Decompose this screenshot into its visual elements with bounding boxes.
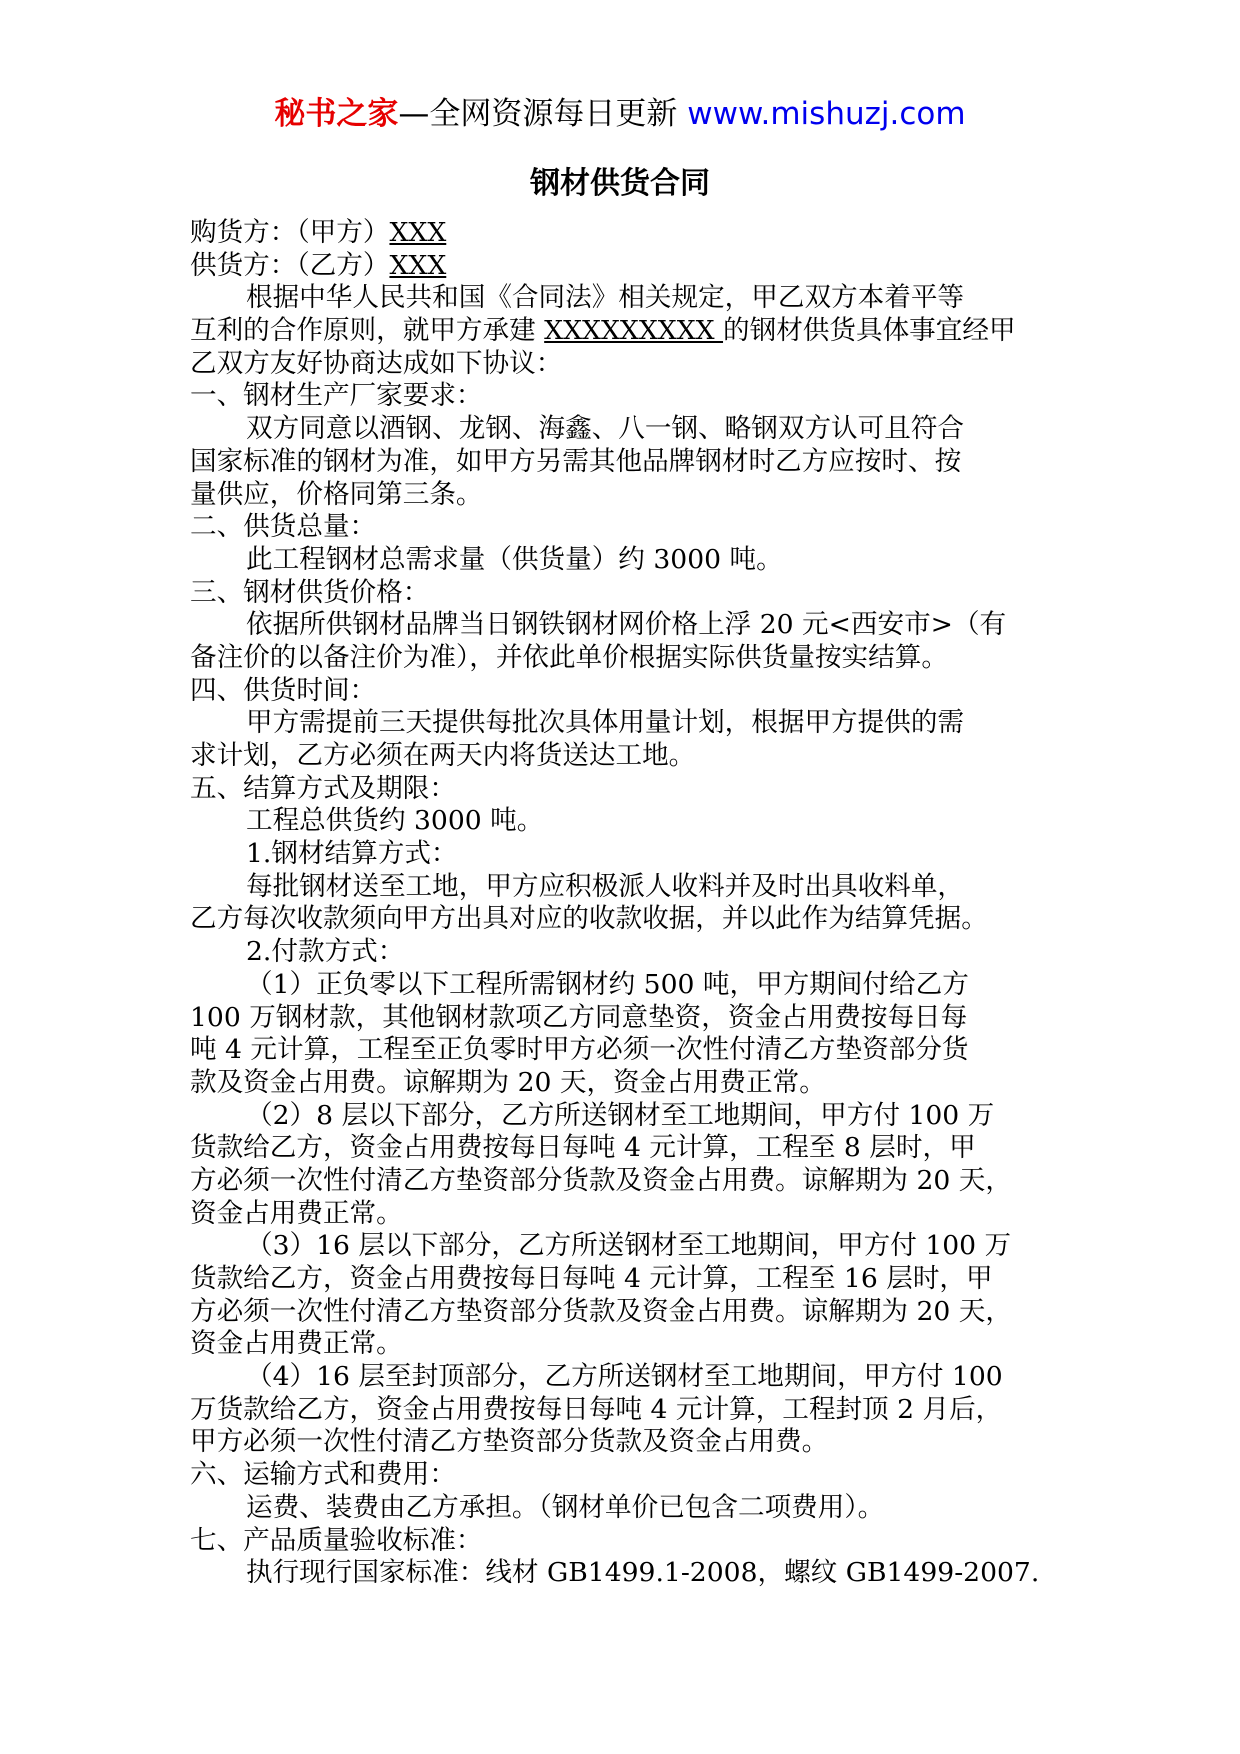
line-text: 国家标准的钢材为准，如甲方另需其他品牌钢材时乙方应按时、按	[190, 445, 962, 477]
contract-line	[190, 805, 1070, 838]
contract-line	[190, 707, 1070, 740]
contract-line	[190, 740, 1070, 773]
line-text: 货款给乙方，资金占用费按每日每吨 4 元计算，工程至 8 层时，甲	[190, 1132, 976, 1164]
line-text: 100 万钢材款，其他钢材款项乙方同意垫资，资金占用费按每日每	[190, 1001, 968, 1033]
line-text: 万货款给乙方，资金占用费按每日每吨 4 元计算，工程封顶 2 月后，	[190, 1393, 1003, 1425]
line-text: 六、运输方式和费用：	[190, 1459, 456, 1491]
contract-line	[190, 1361, 1070, 1394]
contract-line	[190, 446, 1070, 479]
contract-line	[190, 577, 1070, 610]
contract-line	[190, 838, 1070, 871]
contract-line	[190, 1100, 1070, 1133]
contract-line	[190, 642, 1070, 675]
contract-line	[190, 1034, 1070, 1067]
banner-url-link[interactable]: www.mishuzj.com	[687, 96, 966, 132]
placeholder-text: XXX	[389, 217, 447, 248]
line-text: 供货方：（乙方）	[190, 249, 390, 281]
contract-line	[190, 380, 1070, 413]
line-text: 2.付款方式：	[246, 936, 405, 968]
contract-line	[190, 348, 1070, 381]
contract-line	[190, 1459, 1070, 1492]
placeholder-text: XXX	[389, 249, 447, 281]
line-text: 一、钢材生产厂家要求：	[190, 380, 483, 412]
line-text: （2）8 层以下部分，乙方所送钢材至工地期间，甲方付 100 万	[246, 1099, 995, 1131]
contract-line	[190, 871, 1070, 904]
line-text: 互利的合作原则，就甲方承建	[190, 315, 545, 347]
contract-line	[190, 282, 1070, 315]
line-text: 甲方必须一次性付清乙方垫资部分货款及资金占用费。	[190, 1426, 829, 1458]
document-title: 钢材供货合同	[530, 166, 710, 201]
line-text: 备注价的以备注价为准），并依此单价根据实际供货量按实结算。	[190, 641, 948, 673]
contract-line	[190, 936, 1070, 969]
line-text: 此工程钢材总需求量（供货量）约 3000 吨。	[246, 543, 783, 575]
contract-line	[190, 511, 1070, 544]
line-text: （4）16 层至封顶部分，乙方所送钢材至工地期间，甲方付 100	[246, 1361, 1003, 1393]
line-text: 方必须一次性付清乙方垫资部分货款及资金占用费。谅解期为 20 天，	[190, 1295, 1012, 1327]
contract-body	[190, 217, 1070, 1590]
contract-line	[190, 1230, 1070, 1263]
contract-line	[190, 217, 1070, 250]
line-text: （1）正负零以下工程所需钢材约 500 吨，甲方期间付给乙方	[246, 968, 969, 1000]
contract-line	[190, 1328, 1070, 1361]
line-text: 求计划，乙方必须在两天内将货送达工地。	[190, 740, 696, 771]
contract-line	[190, 1492, 1070, 1525]
contract-line	[190, 479, 1070, 512]
contract-line	[190, 413, 1070, 446]
line-text: 运费、装费由乙方承担。（钢材单价已包含二项费用）。	[246, 1491, 885, 1523]
line-text: 根据中华人民共和国《合同法》相关规定，甲乙双方本着平等	[246, 282, 965, 314]
line-text: 方必须一次性付清乙方垫资部分货款及资金占用费。谅解期为 20 天，	[190, 1164, 1012, 1196]
contract-line	[190, 544, 1070, 577]
site-banner	[0, 96, 1240, 133]
line-text: 七、产品质量验收标准：	[190, 1524, 483, 1556]
contract-line	[190, 609, 1070, 642]
contract-line	[190, 903, 1070, 936]
contract-line	[190, 773, 1070, 806]
line-text: 执行现行国家标准：线材 GB1499.1-2008，螺纹 GB1499-2007.	[246, 1557, 1040, 1589]
line-text: 的钢材供货具体事宜经甲	[723, 315, 1016, 347]
contract-line	[190, 1296, 1070, 1329]
contract-line	[190, 1557, 1070, 1590]
contract-line	[190, 1426, 1070, 1459]
banner-slogan: —全网资源每日更新	[398, 96, 688, 132]
line-text: 甲方需提前三天提供每批次具体用量计划，根据甲方提供的需	[246, 707, 965, 739]
line-text: （3）16 层以下部分，乙方所送钢材至工地期间，甲方付 100 万	[246, 1230, 1012, 1262]
contract-line	[190, 1165, 1070, 1198]
placeholder-text: XXXXXXXXX	[544, 315, 724, 347]
line-text: 乙双方友好协商达成如下协议：	[190, 347, 563, 379]
line-text: 购货方：（甲方）	[190, 217, 390, 248]
contract-line	[190, 250, 1070, 283]
line-text: 吨 4 元计算，工程至正负零时甲方必须一次性付清乙方垫资部分货	[190, 1034, 969, 1066]
contract-line	[190, 1002, 1070, 1035]
contract-line	[190, 675, 1070, 708]
line-text: 双方同意以酒钢、龙钢、海鑫、八一钢、略钢双方认可且符合	[246, 413, 965, 445]
contract-line	[190, 1394, 1070, 1427]
contract-line	[190, 1198, 1070, 1231]
line-text: 三、钢材供货价格：	[190, 576, 430, 608]
contract-line	[190, 969, 1070, 1002]
line-text: 依据所供钢材品牌当日钢铁钢材网价格上浮 20 元<西安市>（有	[246, 609, 1007, 641]
line-text: 乙方每次收款须向甲方出具对应的收款收据，并以此作为结算凭据。	[190, 903, 988, 935]
line-text: 二、供货总量：	[190, 511, 377, 543]
contract-line	[190, 1067, 1070, 1100]
banner-brand: 秘书之家	[274, 96, 399, 132]
line-text: 工程总供货约 3000 吨。	[246, 805, 544, 837]
line-text: 四、供货时间：	[190, 674, 377, 706]
line-text: 资金占用费正常。	[190, 1328, 403, 1360]
contract-line	[190, 315, 1070, 348]
contract-line	[190, 1525, 1070, 1558]
line-text: 款及资金占用费。谅解期为 20 天，资金占用费正常。	[190, 1066, 826, 1098]
contract-line	[190, 1132, 1070, 1165]
line-text: 货款给乙方，资金占用费按每日每吨 4 元计算，工程至 16 层时，甲	[190, 1263, 993, 1294]
line-text: 1.钢材结算方式：	[246, 838, 458, 870]
contract-line	[190, 1263, 1070, 1296]
line-text: 五、结算方式及期限：	[190, 772, 456, 804]
line-text: 量供应，价格同第三条。	[190, 478, 483, 510]
line-text: 资金占用费正常。	[190, 1197, 403, 1229]
line-text: 每批钢材送至工地，甲方应积极派人收料并及时出具收料单，	[246, 870, 965, 902]
